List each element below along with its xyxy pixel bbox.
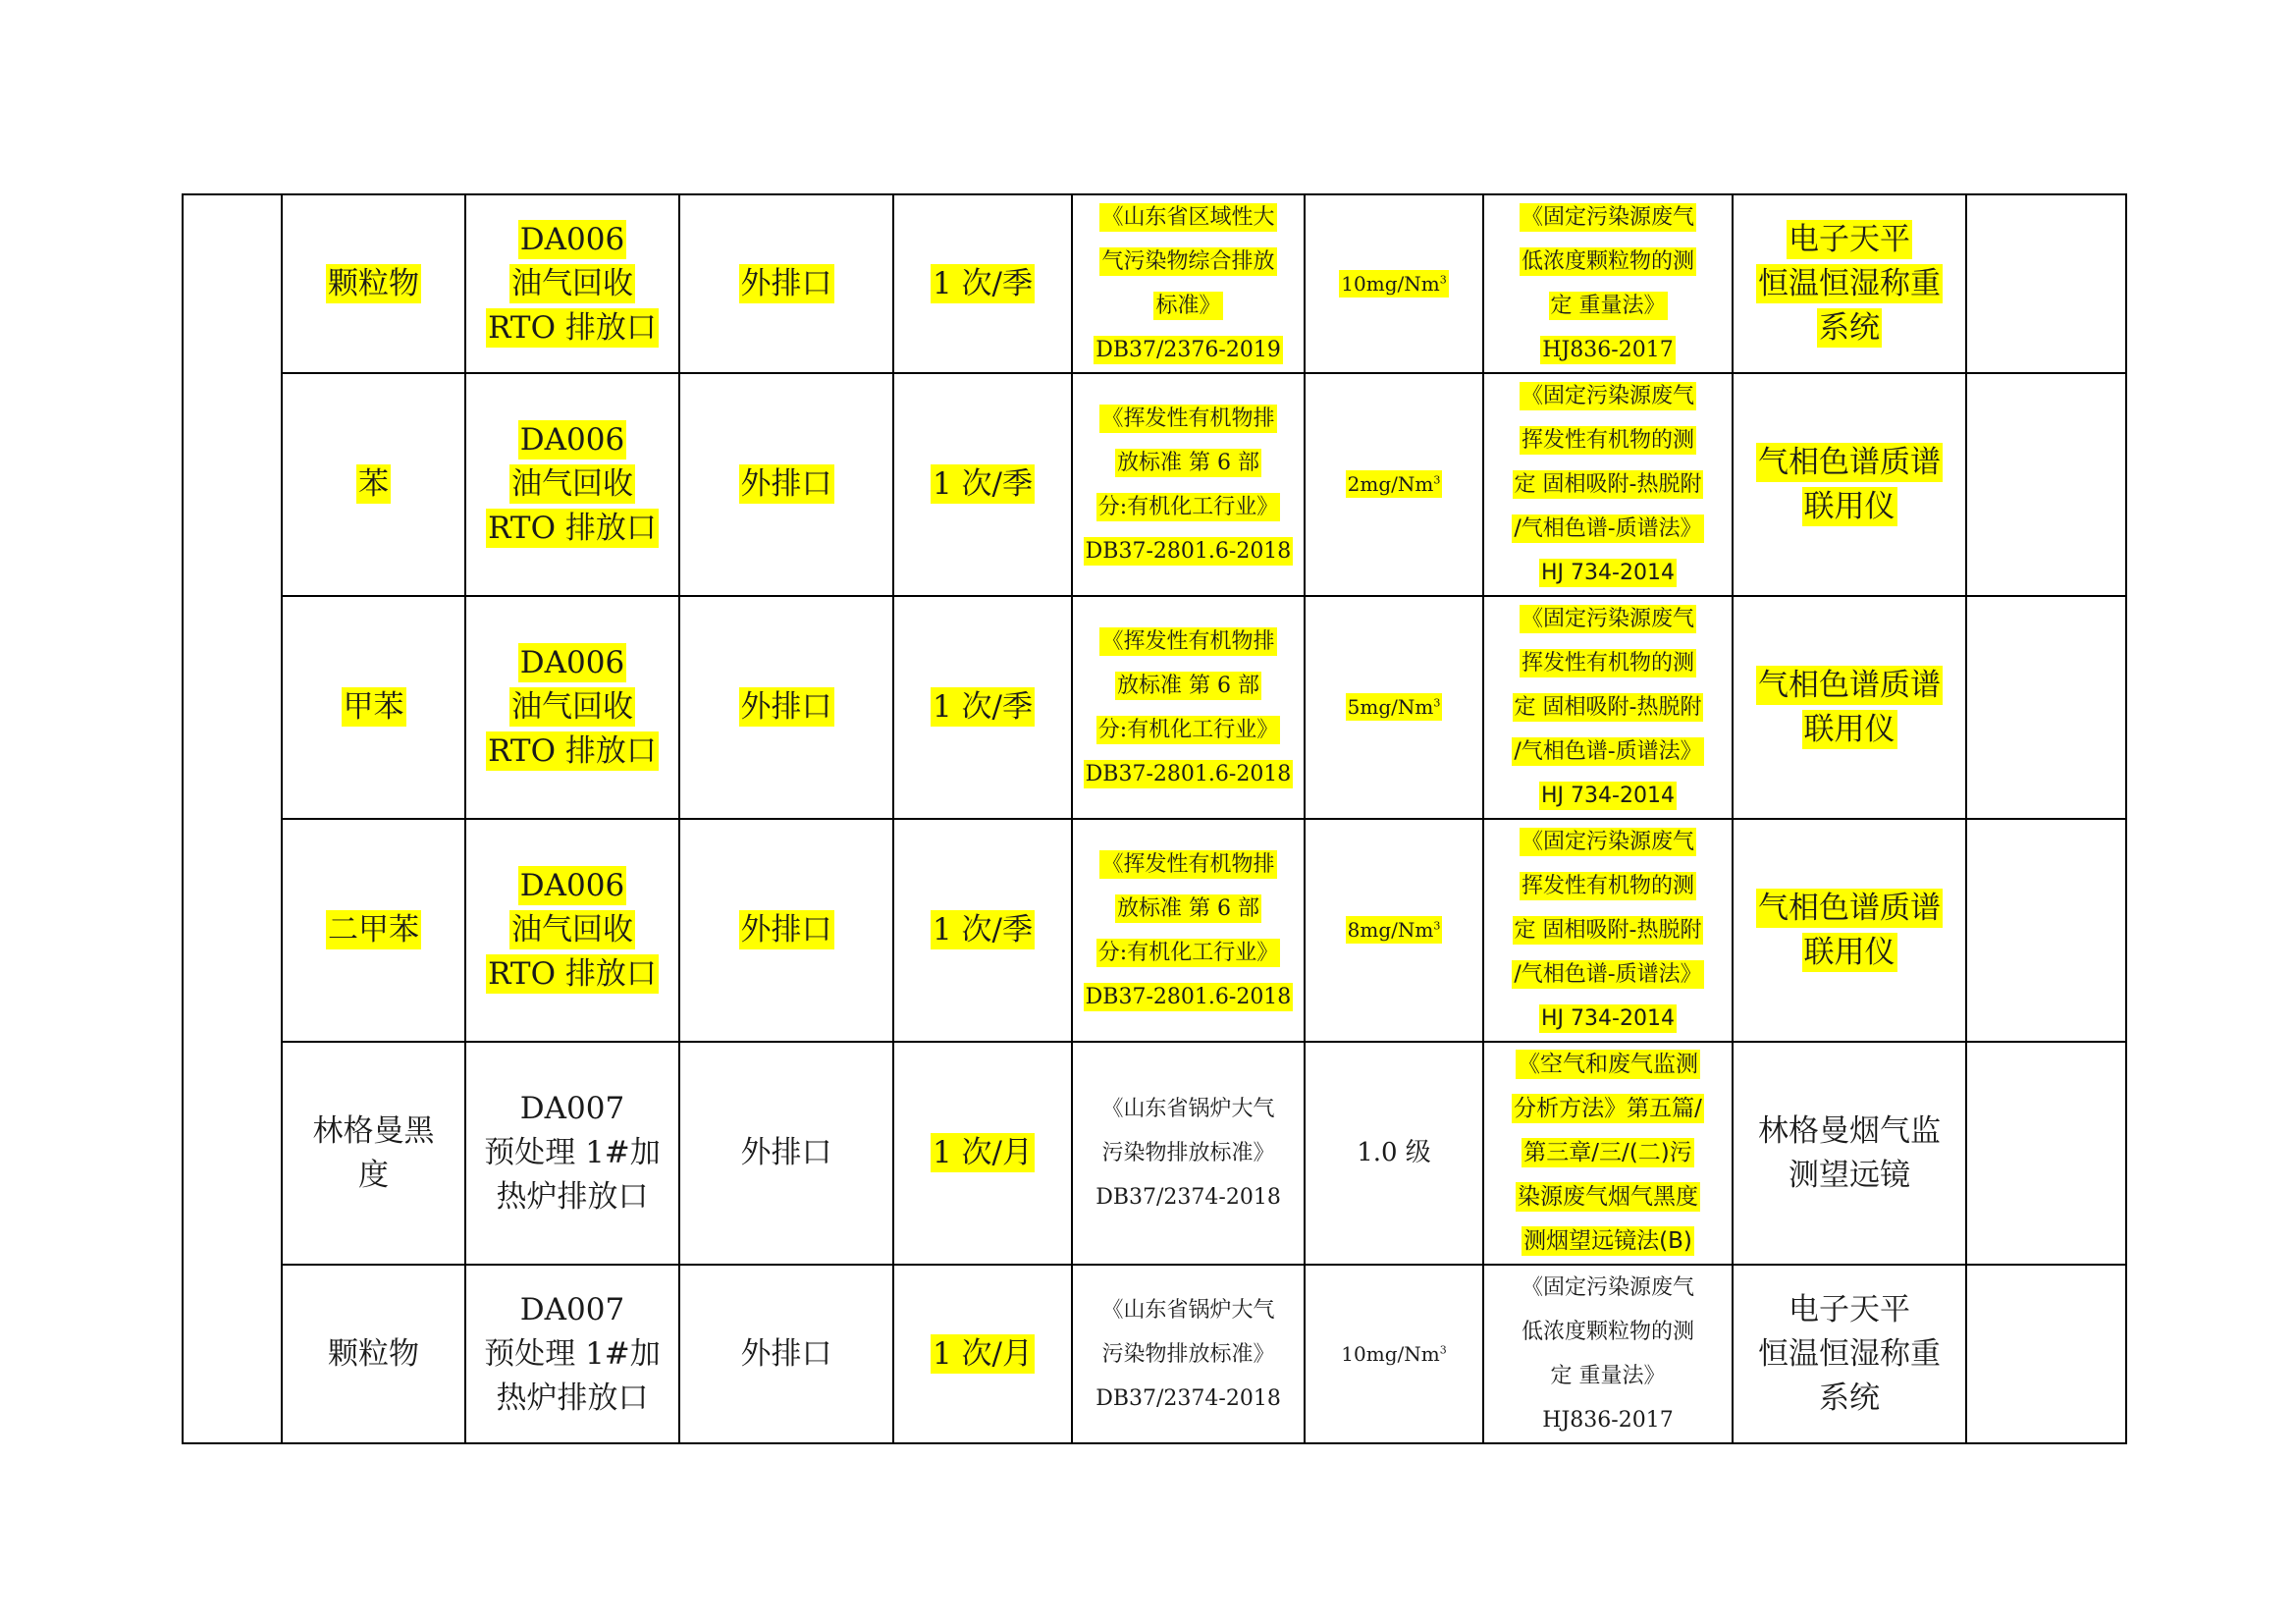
table-row bbox=[183, 596, 2126, 819]
monitoring-table bbox=[182, 193, 2127, 1444]
instrument-cell: 气相色谱质谱 联用仪 bbox=[1733, 819, 1966, 1042]
pollutant-cell: 颗粒物 bbox=[282, 194, 465, 373]
standard-cell: 《挥发性有机物排 放标准 第 6 部 分:有机化工行业》 DB37-2801.6-2018 bbox=[1072, 596, 1305, 819]
limit-cell: 1.0 级 bbox=[1305, 1042, 1483, 1265]
method-cell: 《固定污染源废气 挥发性有机物的测 定 固相吸附-热脱附 /气相色谱-质谱法》 HJ 734-2014 bbox=[1483, 819, 1733, 1042]
method-cell: 《空气和废气监测 分析方法》第五篇/ 第三章/三/(二)污 染源废气烟气黑度 测烟望远镜法(B) bbox=[1483, 1042, 1733, 1265]
instrument-cell: 林格曼烟气监 测望远镜 bbox=[1733, 1042, 1966, 1265]
standard-cell: 《山东省锅炉大气 污染物排放标准》 DB37/2374-2018 bbox=[1072, 1265, 1305, 1443]
outlet-cell: DA006 油气回收 RTO 排放口 bbox=[465, 194, 679, 373]
limit-cell: 2mg/Nm$^3$ bbox=[1305, 373, 1483, 596]
pollutant-cell: 苯 bbox=[282, 373, 465, 596]
remark-cell bbox=[1966, 1265, 2126, 1443]
pollutant-cell: 二甲苯 bbox=[282, 819, 465, 1042]
instrument-cell: 电子天平 恒温恒湿称重 系统 bbox=[1733, 194, 1966, 373]
category-cell bbox=[183, 194, 282, 1443]
pollutant-cell: 颗粒物 bbox=[282, 1265, 465, 1443]
standard-cell: 《挥发性有机物排 放标准 第 6 部 分:有机化工行业》 DB37-2801.6-2018 bbox=[1072, 819, 1305, 1042]
pollutant-cell: 林格曼黑度 bbox=[282, 1042, 465, 1265]
limit-cell: 10mg/Nm$^3$ bbox=[1305, 194, 1483, 373]
limit-cell: 5mg/Nm$^3$ bbox=[1305, 596, 1483, 819]
method-cell: 《固定污染源废气 挥发性有机物的测 定 固相吸附-热脱附 /气相色谱-质谱法》 HJ 734-2014 bbox=[1483, 373, 1733, 596]
limit-cell: 8mg/Nm$^3$ bbox=[1305, 819, 1483, 1042]
remark-cell bbox=[1966, 373, 2126, 596]
pollutant-cell: 甲苯 bbox=[282, 596, 465, 819]
frequency-cell: 1 次/季 bbox=[893, 596, 1072, 819]
limit-cell: 10mg/Nm$^3$ bbox=[1305, 1265, 1483, 1443]
standard-cell: 《山东省锅炉大气 污染物排放标准》 DB37/2374-2018 bbox=[1072, 1042, 1305, 1265]
standard-cell: 《挥发性有机物排 放标准 第 6 部 分:有机化工行业》 DB37-2801.6-2018 bbox=[1072, 373, 1305, 596]
method-cell: 《固定污染源废气 低浓度颗粒物的测 定 重量法》 HJ836-2017 bbox=[1483, 1265, 1733, 1443]
frequency-cell: 1 次/月 bbox=[893, 1042, 1072, 1265]
frequency-cell: 1 次/季 bbox=[893, 194, 1072, 373]
location-cell: 外排口 bbox=[679, 373, 893, 596]
table-row bbox=[183, 194, 2126, 373]
remark-cell bbox=[1966, 819, 2126, 1042]
outlet-cell: DA007 预处理 1#加 热炉排放口 bbox=[465, 1042, 679, 1265]
remark-cell bbox=[1966, 1042, 2126, 1265]
outlet-cell: DA006 油气回收 RTO 排放口 bbox=[465, 596, 679, 819]
table-row bbox=[183, 373, 2126, 596]
instrument-cell: 气相色谱质谱 联用仪 bbox=[1733, 373, 1966, 596]
outlet-cell: DA006 油气回收 RTO 排放口 bbox=[465, 819, 679, 1042]
location-cell: 外排口 bbox=[679, 1042, 893, 1265]
instrument-cell: 气相色谱质谱 联用仪 bbox=[1733, 596, 1966, 819]
remark-cell bbox=[1966, 596, 2126, 819]
frequency-cell: 1 次/季 bbox=[893, 819, 1072, 1042]
method-cell: 《固定污染源废气 低浓度颗粒物的测 定 重量法》 HJ836-2017 bbox=[1483, 194, 1733, 373]
location-cell: 外排口 bbox=[679, 1265, 893, 1443]
outlet-cell: DA007 预处理 1#加 热炉排放口 bbox=[465, 1265, 679, 1443]
location-cell: 外排口 bbox=[679, 194, 893, 373]
frequency-cell: 1 次/季 bbox=[893, 373, 1072, 596]
frequency-cell: 1 次/月 bbox=[893, 1265, 1072, 1443]
standard-cell: 《山东省区域性大 气污染物综合排放 标准》 DB37/2376-2019 bbox=[1072, 194, 1305, 373]
table-row bbox=[183, 1265, 2126, 1443]
outlet-cell: DA006 油气回收 RTO 排放口 bbox=[465, 373, 679, 596]
remark-cell bbox=[1966, 194, 2126, 373]
method-cell: 《固定污染源废气 挥发性有机物的测 定 固相吸附-热脱附 /气相色谱-质谱法》 HJ 734-2014 bbox=[1483, 596, 1733, 819]
location-cell: 外排口 bbox=[679, 819, 893, 1042]
location-cell: 外排口 bbox=[679, 596, 893, 819]
table-row bbox=[183, 1042, 2126, 1265]
table-row bbox=[183, 819, 2126, 1042]
instrument-cell: 电子天平 恒温恒湿称重 系统 bbox=[1733, 1265, 1966, 1443]
